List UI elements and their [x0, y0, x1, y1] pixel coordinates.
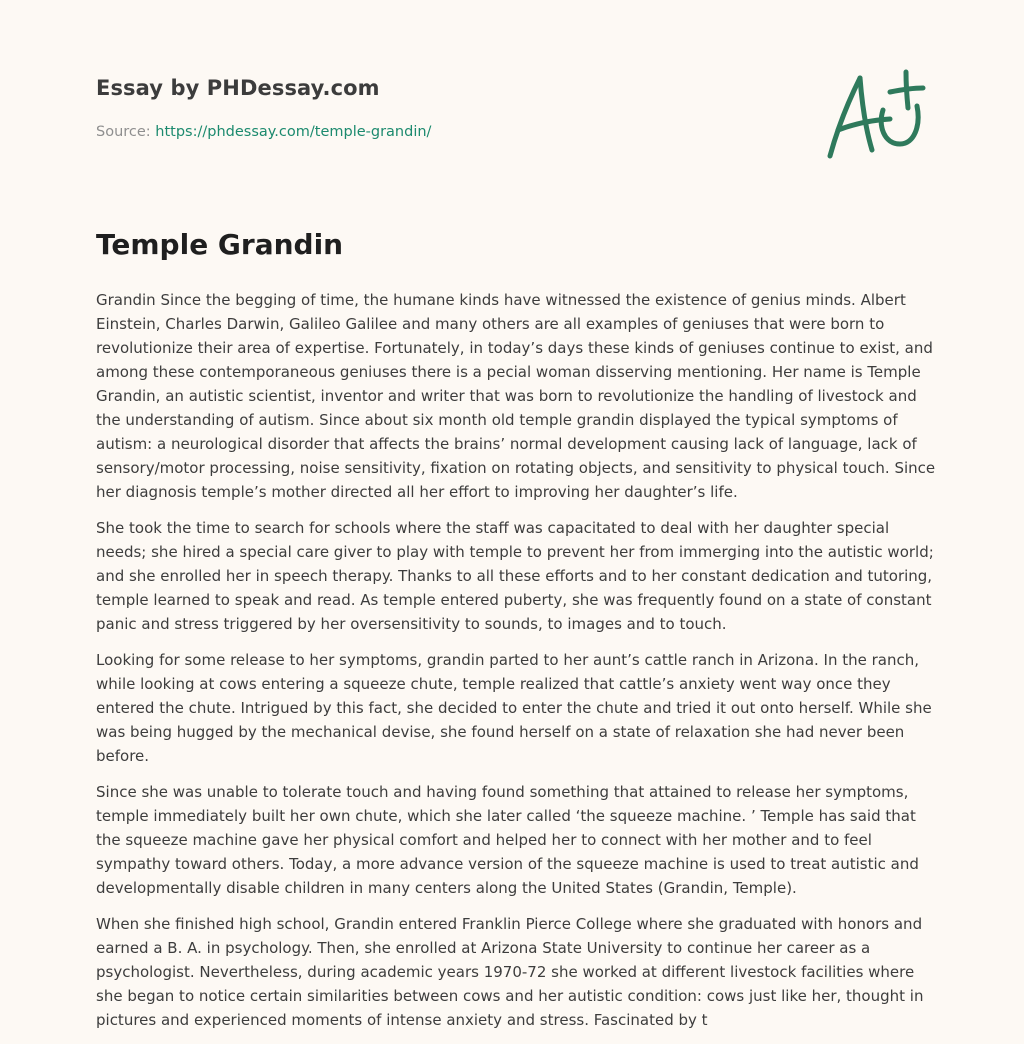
paragraph: When she finished high school, Grandin entered Franklin Pierce College where she graduated with honors and earned a B. A. in psychology. Then, she enrolled at Arizona State University to continue her career as a psychologist. Nevertheless, during academic years 1970-72 she worked at different livestock facilities where she began to notice certain similarities between cows and her autistic condition: cows just like her, thought in pictures and experienced moments of intense anxiety and stress. Fascinated by t: [96, 915, 924, 1029]
source-link[interactable]: https://phdessay.com/temple-grandin/: [155, 124, 432, 140]
essay-header: [96, 76, 936, 140]
essay-article: [96, 226, 936, 1044]
source-line: [96, 124, 431, 140]
paragraph: She took the time to search for schools where the staff was capacitated to deal with her daughter special needs; she hired a special care giver to play with temple to prevent her from immerging into the autistic world; and she enrolled her in speech therapy. Thanks to all these efforts and to her constant dedication and tutoring, temple learned to speak and read. As temple entered puberty, she was frequently found on a state of constant panic and stress triggered by her oversensitivity to sounds, to images and to touch.: [96, 519, 934, 633]
source-label: Source:: [96, 124, 151, 140]
paragraph: Grandin Since the begging of time, the humane kinds have witnessed the existence of genius minds. Albert Einstein, Charles Darwin, Galileo Galilee and many others are all examples of geniuses that were born to revolutionize their area of expertise. Fortunately, in today’s days these kinds of geniuses continue to exist, and among these contemporaneous geniuses there is a pecial woman disserving mentioning. Her name is Temple Grandin, an autistic scientist, inventor and writer that was born to revolutionize the handling of livestock and the understanding of autism. Since about six month old temple grandin displayed the typical symptoms of autism: a neurological disorder that affects the brains’ normal development causing lack of language, lack of sensory/motor processing, noise sensitivity, fixation on rotating objects, and sensitivity to physical touch. Since her diagnosis temple’s mother directed all her effort to improving her daughter’s life.: [96, 291, 936, 501]
site-title: Essay by PHDessay.com: [96, 76, 380, 100]
article-title: Temple Grandin: [96, 228, 344, 261]
a-plus-logo-icon: [820, 64, 930, 164]
paragraph: Looking for some release to her symptoms, grandin parted to her aunt’s cattle ranch in Arizona. In the ranch, while looking at cows entering a squeeze chute, temple realized that cattle’s anxiety went way once they entered the chute. Intrigued by this fact, she decided to enter the chute and tried it out onto herself. While she was being hugged by the mechanical devise, she found herself on a state of relaxation she had never been before.: [96, 651, 932, 765]
paragraph: Since she was unable to tolerate touch and having found something that attained to release her symptoms, temple immediately built her own chute, which she later called ‘the squeeze machine. ’ Temple has said that the squeeze machine gave her physical comfort and helped her to connect with her mother and to feel sympathy toward others. Today, a more advance version of the squeeze machine is used to treat autistic and developmentally disable children in many centers along the United States (Grandin, Temple).: [96, 783, 919, 897]
